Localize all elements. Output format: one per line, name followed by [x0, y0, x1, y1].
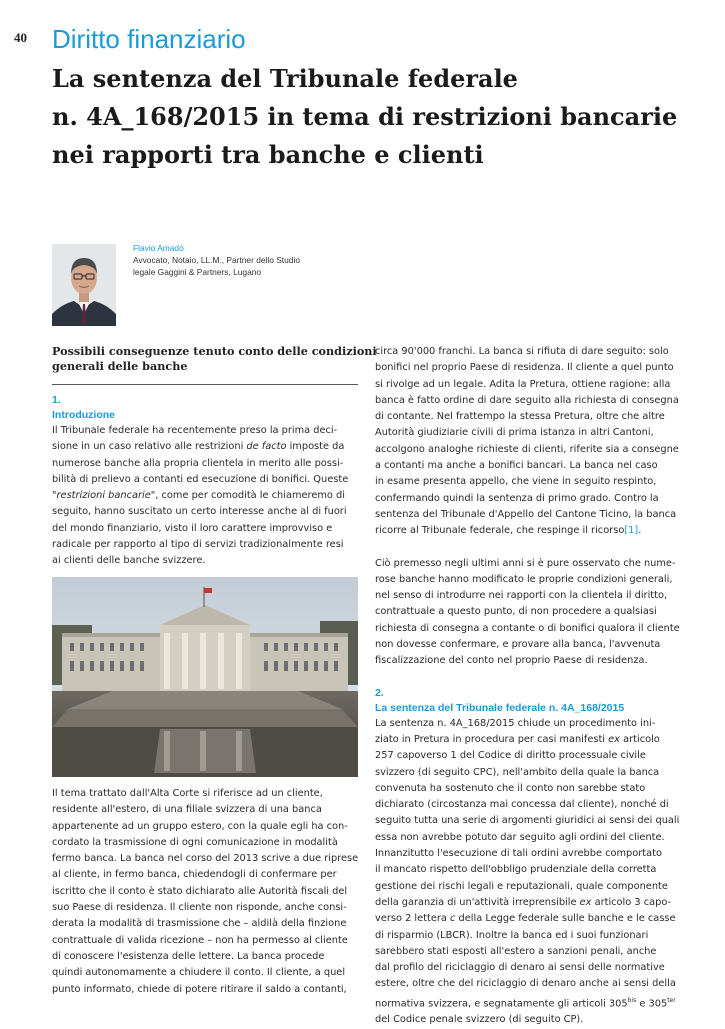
text-line: residente all'estero, di una filiale svizzera di una banca: [52, 804, 322, 816]
text-line: numerose banche alla propria clientela in merito alle possi-: [52, 457, 344, 469]
author-role: Avvocato, Notaio, LL.M., Partner dello Studio: [133, 255, 300, 265]
subheading-line: generali delle banche: [52, 359, 188, 373]
text-line: bilità di prelievo a contanti ed esecuzione di bonifici. Queste: [52, 473, 349, 485]
text-line: gestione dei rischi legali e reputazionali, quale componente: [375, 880, 668, 892]
section-number: 1.: [52, 394, 61, 406]
text-line: Il tema trattato dall'Alta Corte si riferisce ad un cliente,: [52, 788, 323, 799]
text-line: verso 2 lettera c della Legge federale sulle banche e le casse: [375, 913, 676, 925]
text-line: Ciò premesso negli ultimi anni si è pure osservato che nume-: [375, 557, 676, 569]
left-column-lower: [52, 786, 358, 998]
text-fragment: e 305: [636, 997, 668, 1009]
title-line: nei rapporti tra banche e clienti: [52, 140, 484, 169]
left-column: [52, 344, 377, 570]
superscript: ter: [667, 996, 676, 1004]
text-line: accolgono analoghe richieste di clienti, riferite sia a consegne: [375, 443, 679, 455]
section-heading: La sentenza del Tribunale federale n. 4A_168/2015: [375, 701, 625, 714]
text-line: convenuta ha sostenuto che il conto non sarebbe stato: [375, 782, 646, 794]
section-label: Diritto finanziario: [52, 24, 246, 54]
text-line: 257 capoverso 1 del Codice di diritto processuale civile: [375, 750, 646, 762]
text-line: si rivolge ad un legale. Adita la Pretura, ottiene ragione: alla: [375, 378, 671, 390]
author-name: Flavio Amadò: [133, 243, 184, 253]
text-line: "restrizioni bancarie", come per comodità le chiameremo di: [52, 490, 345, 502]
text-line: dichiarato (circostanza mai concessa dal cliente), nonché di: [375, 799, 669, 811]
text-line: estere, oltre che del riciclaggio di denaro anche ai sensi della: [375, 978, 676, 990]
title-line: n. 4A_168/2015 in tema di restrizioni bancarie: [52, 102, 678, 131]
footnote-link[interactable]: [1]: [624, 525, 639, 537]
text-line: fermo banca. La banca nel corso del 2013 scrive a due riprese: [52, 853, 359, 865]
case-continued-paragraph: [375, 344, 683, 540]
text-line: confermando quindi la sentenza di primo grado. Contro la: [375, 492, 659, 504]
text-line: nel senso di introdurre nei rapporti con la clientela il diritto,: [375, 590, 668, 602]
superscript: bis: [627, 996, 637, 1004]
text-line: del mondo finanziario, visto il loro carattere improvviso e: [52, 522, 333, 534]
text-line: della garanzia di un'attività irreprensibile ex articolo 3 capo-: [375, 896, 672, 908]
subheading-line: Possibili conseguenze tenuto conto delle condizioni: [52, 344, 377, 358]
section-number: 2.: [375, 686, 384, 699]
divider: [52, 384, 358, 385]
text-line: quindi autonomamente a chiudere il conto. Il cliente, a quel: [52, 967, 346, 979]
subheading: [52, 344, 377, 374]
text-line: La sentenza n. 4A_168/2015 chiude un procedimento ini-: [375, 717, 656, 729]
text-line: banca è fatto ordine di dare seguito alla richiesta di consegna: [375, 394, 679, 406]
text-line: di contante. Nel frattempo la stessa Pretura, oltre che altre: [375, 411, 665, 423]
text-line: Autorità giudiziarie civili di prima istanza in altri Cantoni,: [375, 427, 654, 439]
text-line: bonifici nel proprio Paese di residenza. Il cliente a quel punto: [375, 362, 674, 374]
text-line: suo Paese di residenza. Il cliente non risponde, anche consi-: [52, 902, 347, 914]
text-line: a contanti ma anche a bonifici bancari. La banca nel caso: [375, 460, 658, 472]
text-line: essa non avrebbe potuto dar seguito agli ordini del cliente.: [375, 831, 665, 843]
text-line: del Codice penale svizzero (di seguito CP).: [375, 1014, 584, 1026]
article-title: [52, 60, 692, 174]
text-line: svizzero (di seguito CPC), nell'ambito della quale la banca: [375, 766, 660, 778]
text-line: ai clienti delle banche svizzere.: [52, 555, 206, 567]
case-paragraph: [52, 786, 358, 998]
text-line: cordato la trasmissione di ogni comunicazione in modalità: [52, 836, 338, 848]
text-line: sarebbero stati esposti all'estero a sanzioni penali, anche: [375, 945, 657, 957]
title-line: La sentenza del Tribunale federale: [52, 64, 518, 93]
text-line: il mancato rispetto dell'obbligo prudenziale della corretta: [375, 864, 657, 876]
author-role: legale Gaggini & Partners, Lugano: [133, 267, 262, 277]
ruling-paragraph: [375, 716, 683, 1029]
text-line: al cliente, in fermo banca, chiedendogli di confermare per: [52, 869, 337, 881]
text-line: punto informato, chiede di potere ritirare il saldo a contanti,: [52, 983, 347, 995]
text-line: appartenente ad un gruppo estero, con la quale egli ha con-: [52, 820, 348, 832]
text-line: fiscalizzazione del conto nel proprio Paese di residenza.: [375, 655, 648, 667]
intro-paragraph: [52, 423, 358, 570]
section-heading: Introduzione: [52, 409, 115, 421]
right-column: [375, 344, 683, 1029]
text-line: in esame presenta appello, che viene in seguito respinto,: [375, 476, 657, 488]
text-line: dal profilo del riciclaggio di denaro ai sensi delle normative: [375, 962, 665, 974]
federal-court-photo: [52, 577, 358, 777]
text-line: [375, 993, 683, 1013]
text-line: rose banche hanno modificato le proprie condizioni generali,: [375, 573, 673, 585]
text-fragment: ricorre al Tribunale federale, che respinge il ricorso: [375, 525, 625, 537]
text-line: richiesta di consegna a contante o di bonifici qualora il cliente: [375, 622, 680, 634]
text-line: derata la modalità di trasmissione che – aldilà della finzione: [52, 918, 347, 930]
text-line: iscritto che il conto è stato dichiarato alle Autorità fiscali del: [52, 885, 348, 897]
author-photo: [52, 244, 116, 326]
text-line: non dovesse confermare, e provare alla banca, l'avvenuta: [375, 639, 661, 651]
text-line: radicale per rapporto al tipo di servizi tradizionalmente resi: [52, 539, 344, 551]
text-line: seguito, hanno suscitato un certo interesse anche al di fuori: [52, 506, 347, 518]
page-number: 40: [14, 30, 27, 45]
author-block: [133, 242, 300, 278]
text-fragment: normativa svizzera, e segnatamente gli articoli 305: [375, 997, 628, 1009]
premise-paragraph: [375, 556, 683, 670]
text-line: Innanzitutto l'esecuzione di tali ordini avrebbe comportato: [375, 848, 662, 860]
text-line: sentenza del Tribunale d'Appello del Cantone Ticino, la banca: [375, 508, 677, 520]
text-line: circa 90'000 franchi. La banca si rifiuta di dare seguito: solo: [375, 346, 669, 357]
text-line: sione in un caso relativo alle restrizioni de facto imposte da: [52, 441, 345, 453]
text-line: di risparmio (LBCR). Inoltre la banca ed i suoi funzionari: [375, 929, 649, 941]
text-line: contrattuale di valida ricezione – non ha permesso al cliente: [52, 934, 348, 946]
text-line: ricorre al Tribunale federale, che respinge il ricorso[1].: [375, 525, 642, 537]
text-line: di conoscere l'esistenza delle lettere. La banca procede: [52, 950, 325, 962]
text-line: Il Tribunale federale ha recentemente preso la prima deci-: [52, 425, 338, 436]
text-line: contrattuale a questo punto, di non procedere a qualsiasi: [375, 606, 657, 618]
text-line: seguito tutta una serie di argomenti giuridici ai sensi dei quali: [375, 815, 680, 827]
text-line: ziato in Pretura in procedura per casi manifesti ex articolo: [375, 733, 660, 745]
